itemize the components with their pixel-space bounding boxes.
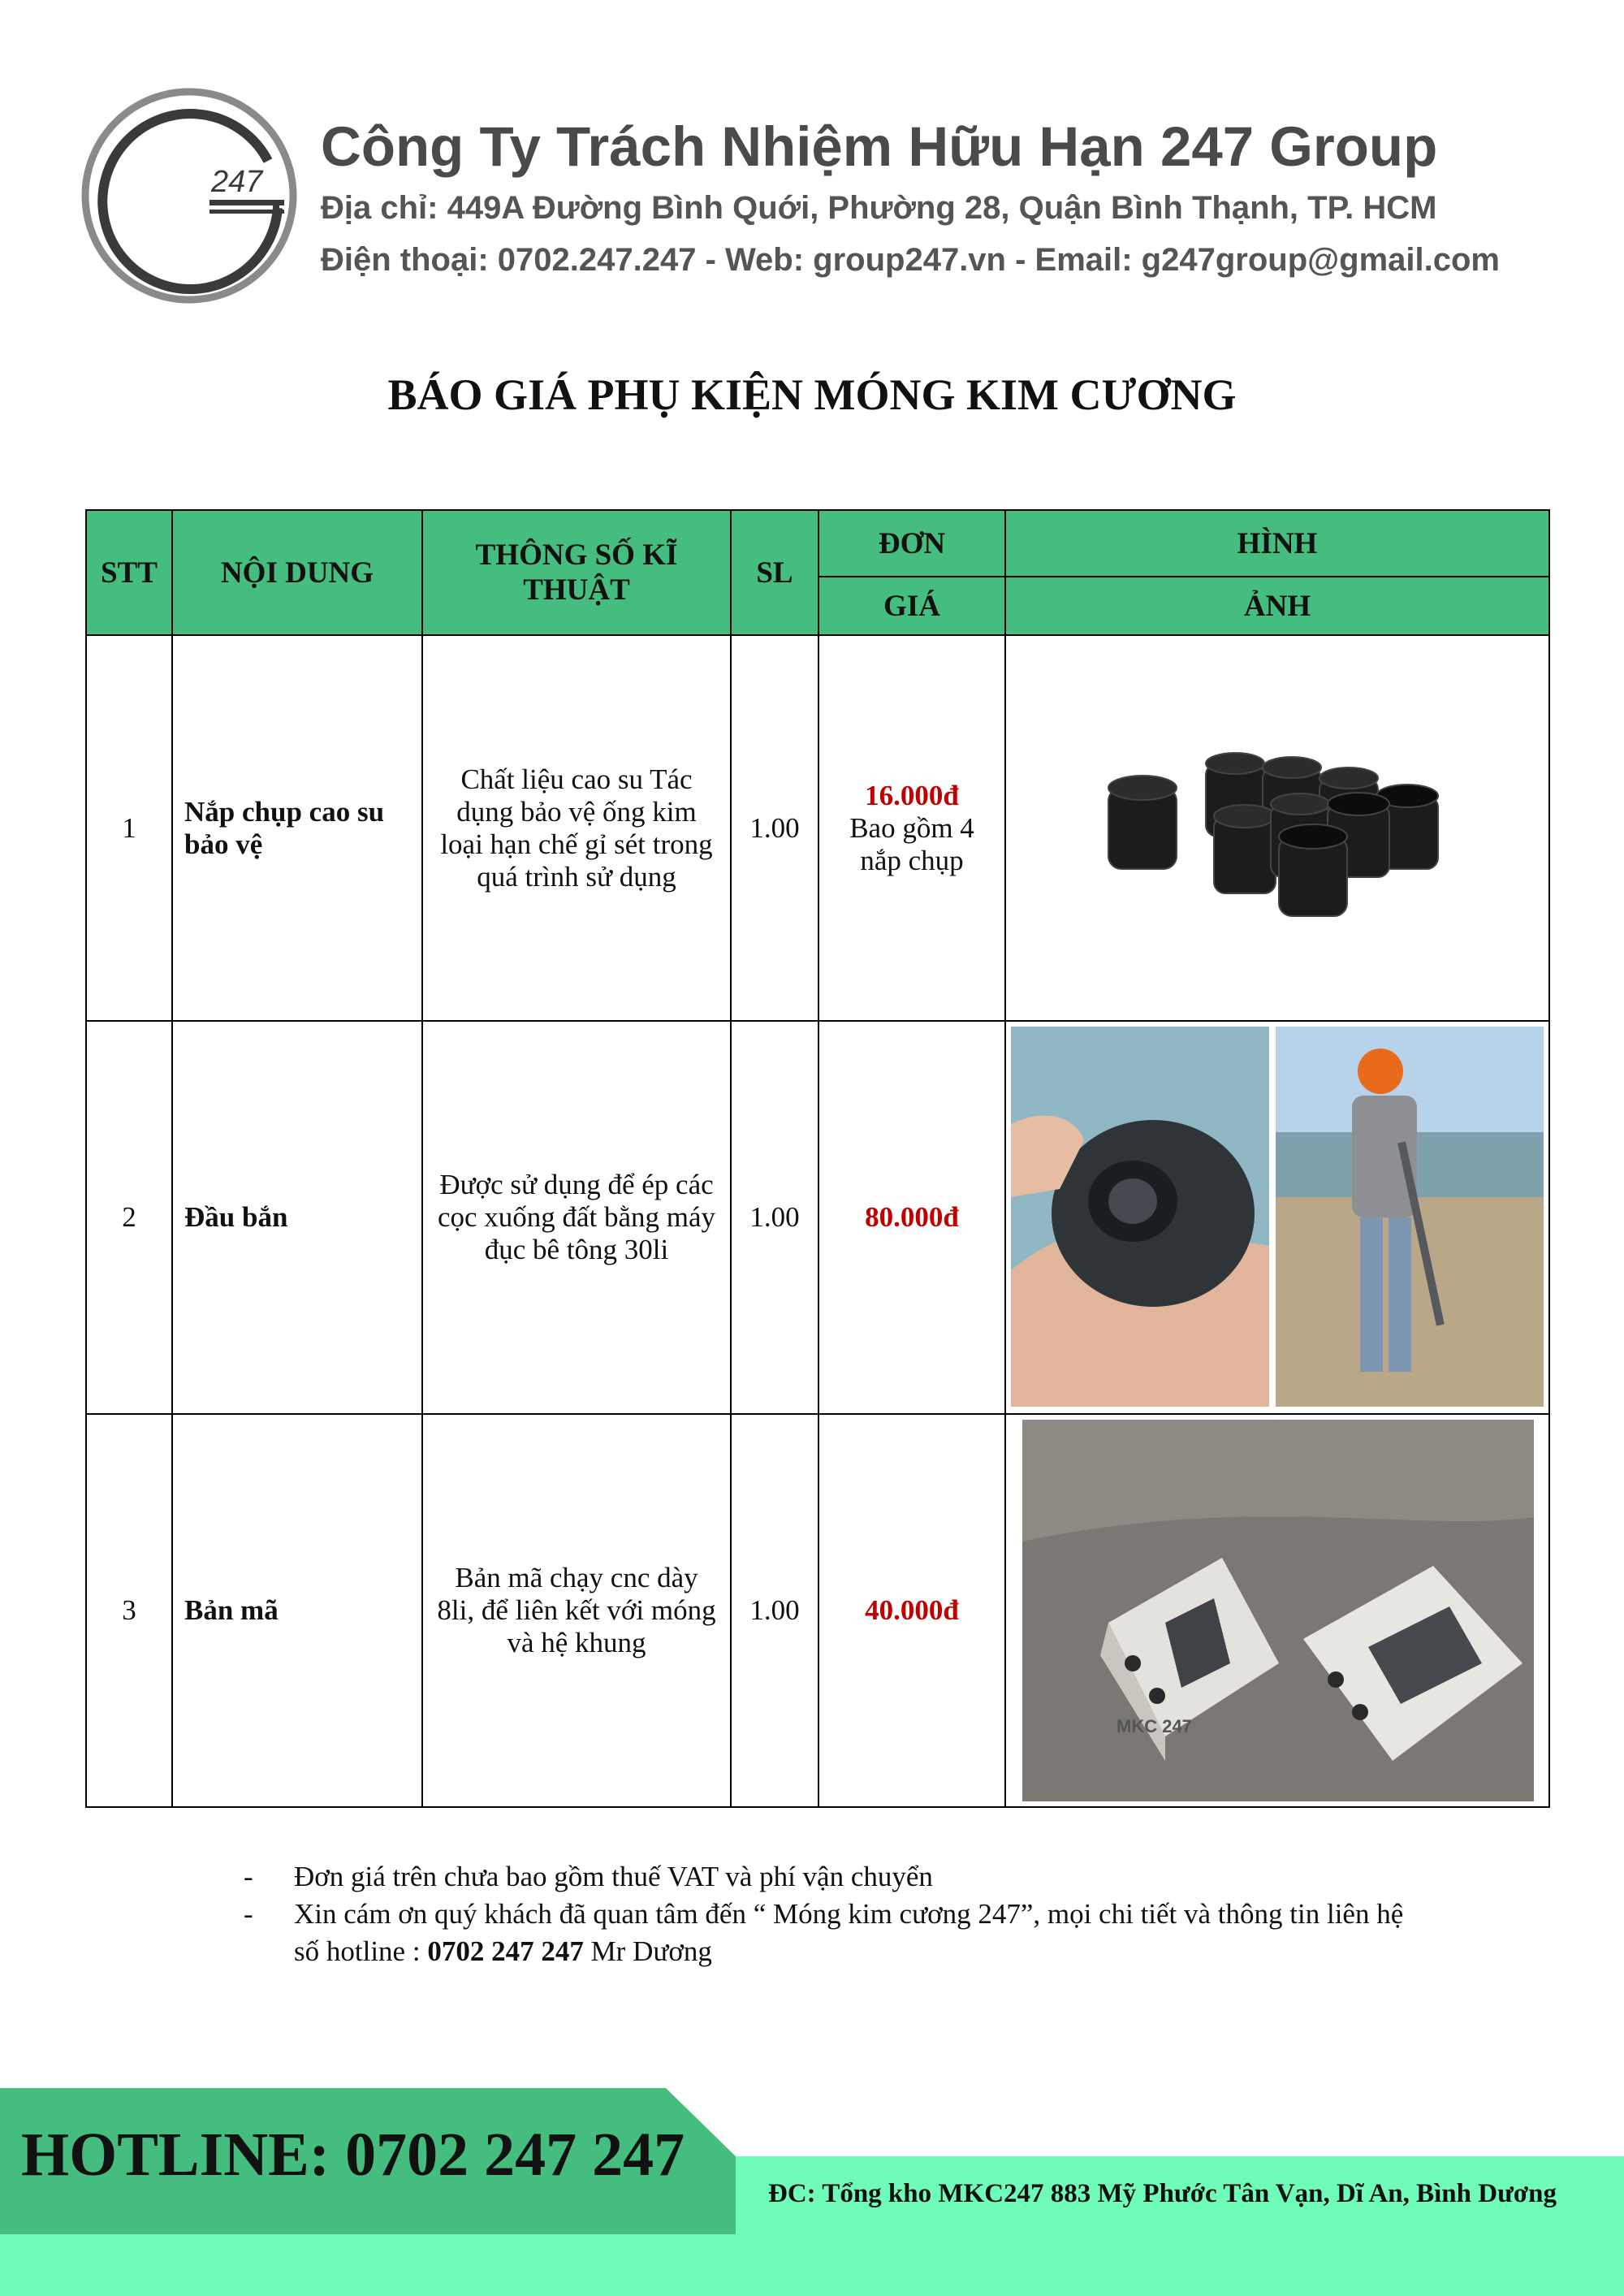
- note-item: - Đơn giá trên chưa bao gồm thuế VAT và phí vận chuyển: [244, 1858, 1421, 1896]
- table-row: [86, 1414, 1549, 1807]
- row-content: Đầu bắn: [172, 1021, 422, 1414]
- row-qty: 1.00: [731, 1414, 818, 1807]
- price-amount: 16.000đ: [865, 779, 959, 811]
- company-name: Công Ty Trách Nhiệm Hữu Hạn 247 Group: [321, 115, 1438, 178]
- price-amount: 80.000đ: [865, 1201, 959, 1233]
- header-stt: STT: [86, 510, 172, 635]
- row-qty: 1.00: [731, 1021, 818, 1414]
- logo-text: 247: [211, 165, 263, 199]
- company-address: Địa chỉ: 449A Đường Bình Quới, Phường 28, Quận Bình Thạnh, TP. HCM: [321, 190, 1437, 226]
- row-stt: 1: [86, 635, 172, 1021]
- rubber-caps-photo: [1011, 642, 1544, 1015]
- company-header: [321, 112, 1500, 286]
- table-row: [86, 635, 1549, 1021]
- price-note: Bao gồm 4 nắp chụp: [849, 811, 974, 876]
- company-logo: [80, 86, 299, 305]
- note-item: [244, 1896, 1421, 1970]
- price-amount: 40.000đ: [865, 1594, 959, 1626]
- note-phone: 0702 247 247: [427, 1935, 584, 1967]
- header-image-bottom: ẢNH: [1005, 577, 1549, 635]
- row-image: [1005, 1414, 1549, 1807]
- warehouse-address: ĐC: Tổng kho MKC247 883 Mỹ Phước Tân Vạn, Dĩ An, Bình Dương: [768, 2179, 1557, 2208]
- header-price-top: ĐƠN: [818, 510, 1005, 577]
- header-content: NỘI DUNG: [172, 510, 422, 635]
- row-image: [1005, 635, 1549, 1021]
- row-price: [818, 1021, 1005, 1414]
- header-qty: SL: [731, 510, 818, 635]
- header-image-top: HÌNH: [1005, 510, 1549, 577]
- company-contact: Điện thoại: 0702.247.247 - Web: group247.vn - Email: g247group@gmail.com: [321, 242, 1500, 278]
- row-price: [818, 635, 1005, 1021]
- document-title: BÁO GIÁ PHỤ KIỆN MÓNG KIM CƯƠNG: [387, 370, 1237, 419]
- block-label: MKC 247: [1116, 1716, 1192, 1736]
- row-spec: Được sử dụng để ép các cọc xuống đất bằng máy đục bê tông 30li: [422, 1021, 731, 1414]
- row-qty: 1.00: [731, 635, 818, 1021]
- base-plate-photo: [1011, 1420, 1544, 1801]
- note-text: Xin cám ơn quý khách đã quan tâm đến “ Móng kim cương 247”, mọi chi tiết và thông tin liên hệ số hotline :: [294, 1898, 1404, 1967]
- table-row: [86, 1021, 1549, 1414]
- row-spec: Chất liệu cao su Tác dụng bảo vệ ống kim loại hạn chế gỉ sét trong quá trình sử dụng: [422, 635, 731, 1021]
- note-suffix: Mr Dương: [583, 1935, 712, 1967]
- driving-head-photos: [1011, 1027, 1544, 1408]
- row-image: [1005, 1021, 1549, 1414]
- row-stt: 2: [86, 1021, 172, 1414]
- row-content: Bản mã: [172, 1414, 422, 1807]
- row-spec: Bản mã chạy cnc dày 8li, để liên kết với móng và hệ khung: [422, 1414, 731, 1807]
- header-price-bottom: GIÁ: [818, 577, 1005, 635]
- row-price: [818, 1414, 1005, 1807]
- price-table: [85, 509, 1550, 1808]
- header-spec: THÔNG SỐ KĨ THUẬT: [422, 510, 731, 635]
- row-content: Nắp chụp cao su bảo vệ: [172, 635, 422, 1021]
- hotline-text: HOTLINE: 0702 247 247: [21, 2121, 685, 2189]
- row-stt: 3: [86, 1414, 172, 1807]
- notes-list: [244, 1858, 1421, 1970]
